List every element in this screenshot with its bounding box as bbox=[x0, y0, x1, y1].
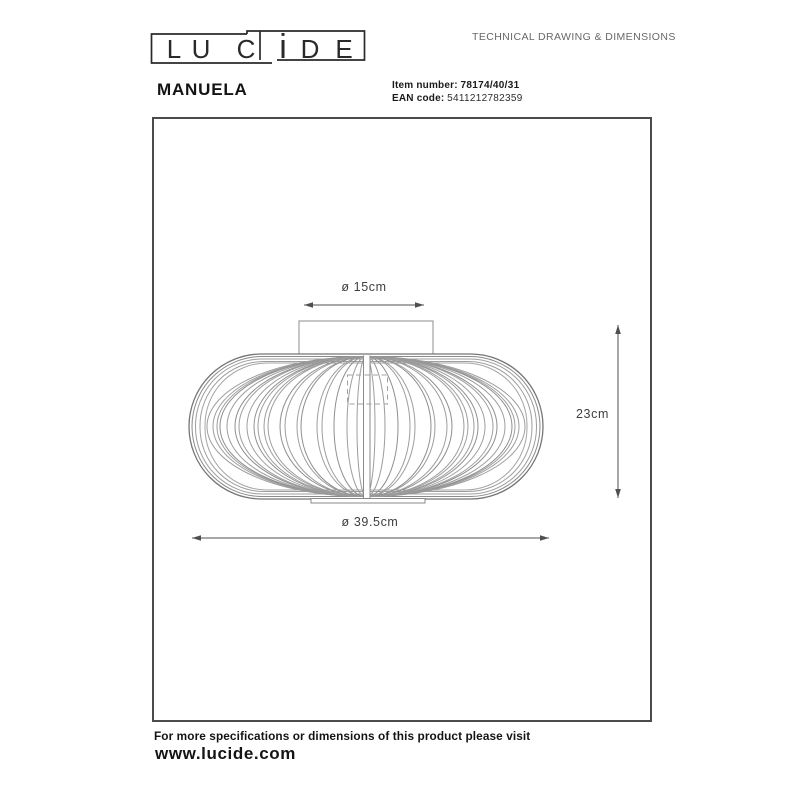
logo-letter-i: i bbox=[279, 28, 287, 66]
dimension-label-height: 23cm bbox=[576, 407, 609, 421]
item-number-value: 78174/40/31 bbox=[460, 80, 520, 91]
lamp-technical-drawing bbox=[154, 119, 654, 724]
product-name: MANUELA bbox=[157, 80, 248, 99]
logo-letter-e: E bbox=[335, 34, 353, 64]
logo-letter-d: D bbox=[300, 34, 320, 64]
dimension-line-mount-diameter bbox=[304, 302, 424, 308]
dimension-label-diameter: ø 39.5cm bbox=[341, 515, 399, 529]
footer-website-link[interactable]: www.lucide.com bbox=[155, 744, 296, 763]
center-rod bbox=[364, 356, 371, 499]
item-number-row bbox=[392, 79, 523, 92]
logo-letter-c: C bbox=[236, 34, 256, 64]
logo-letter-l: L bbox=[166, 34, 182, 64]
product-identifiers bbox=[392, 79, 523, 105]
drawing-frame bbox=[152, 117, 652, 722]
logo-box-outline bbox=[152, 31, 365, 63]
lucide-logo bbox=[150, 27, 370, 71]
ean-code-row bbox=[392, 92, 523, 105]
logo-letter-u: U bbox=[191, 34, 211, 64]
dimension-line-diameter bbox=[192, 535, 549, 541]
footer-note: For more specifications or dimensions of this product please visit bbox=[154, 729, 531, 743]
ean-code-value: 5411212782359 bbox=[447, 93, 523, 104]
ean-code-label: EAN code: bbox=[392, 93, 445, 104]
mounting-plate bbox=[299, 321, 433, 354]
bottom-collar bbox=[311, 499, 425, 504]
dimension-label-mount-diameter: ø 15cm bbox=[341, 280, 387, 294]
item-number-label: Item number: bbox=[392, 80, 458, 91]
document-title: TECHNICAL DRAWING & DIMENSIONS bbox=[472, 31, 676, 43]
